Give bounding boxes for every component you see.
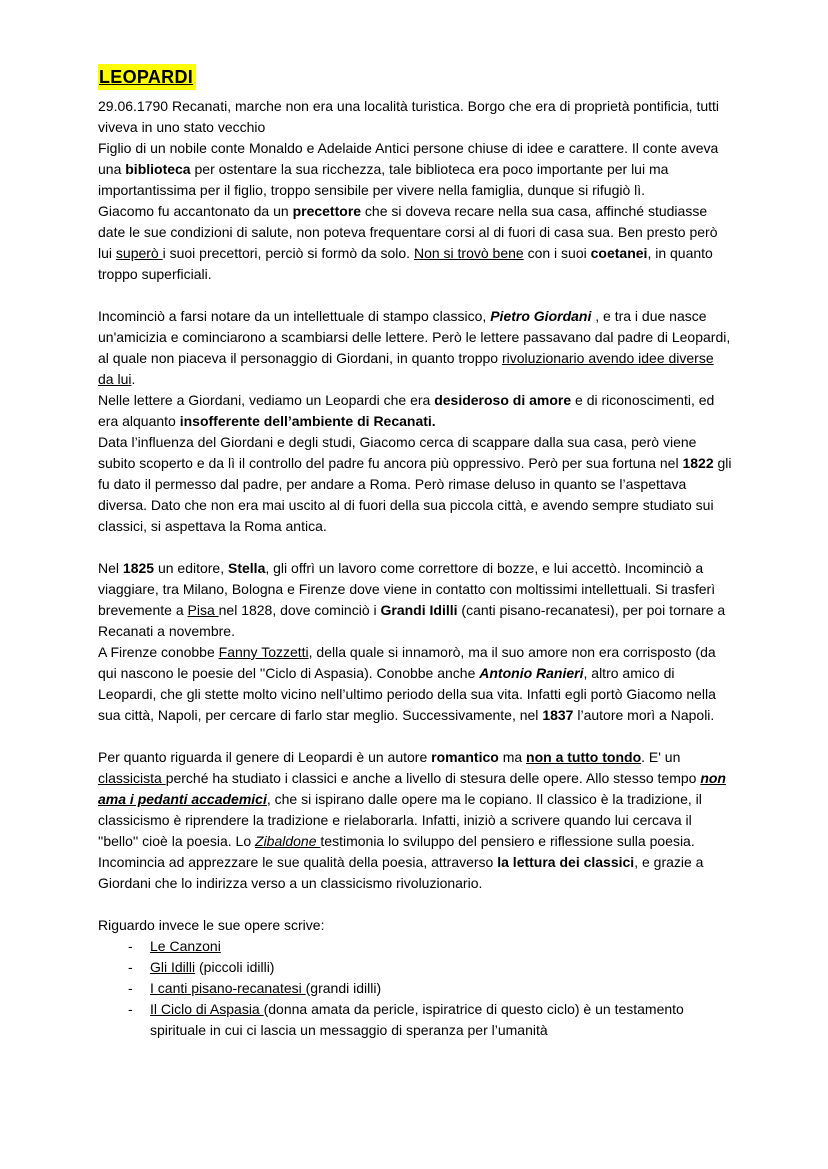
document-body — [98, 96, 732, 1041]
text-run: un editore, — [154, 560, 228, 576]
paragraph — [98, 432, 732, 537]
list-item-text — [150, 999, 732, 1041]
text-run: per ostentare la sua ricchezza, tale biblioteca era poco importante per lui ma importantissima per il figlio, troppo sensibile per vivere nella famiglia, dunque si rifugiò lì. — [98, 161, 669, 198]
text-run: , che si ispirano dalle opere ma le copiano. Il classico è la tradizione, il classicismo è riprendere la tradizione e rielaborarla. Infatti, iniziò a scrivere quando lui cercava il ''bello'' cioè la poesia. Lo — [98, 791, 702, 849]
text-run: Figlio di un nobile conte Monaldo e Adelaide Antici persone chiuse di idee e carattere. Il conte aveva una — [98, 140, 719, 177]
text-run: Pisa — [187, 602, 219, 618]
list-item — [98, 978, 732, 999]
paragraph — [98, 915, 732, 936]
paragraph-spacer — [98, 726, 732, 747]
text-run: Zibaldone — [255, 833, 321, 849]
text-run: 29.06.1790 Recanati, marche non era una località turistica. Borgo che era di proprietà pontificia, tutti viveva in uno stato vecchio — [98, 98, 720, 135]
text-run: , e grazie a Giordani che lo indirizza verso a un classicismo rivoluzionario. — [98, 854, 704, 891]
text-run: 1822 — [682, 455, 714, 471]
text-run: Per quanto riguarda il genere di Leopardi è un autore — [98, 749, 432, 765]
text-run: , in quanto troppo superficiali. — [98, 245, 713, 282]
text-run: Stella — [228, 560, 266, 576]
text-run: biblioteca — [125, 161, 191, 177]
list-item — [98, 957, 732, 978]
text-run: rivoluzionario avendo idee diverse da lui — [98, 350, 714, 387]
list-item — [98, 999, 732, 1041]
paragraph-spacer — [98, 285, 732, 306]
text-run: la lettura dei classici — [497, 854, 635, 870]
text-run: 1837 — [542, 707, 574, 723]
paragraph — [98, 138, 732, 201]
text-run: Le Canzoni — [150, 938, 221, 954]
text-run: Data l’influenza del Giordani e degli studi, Giacomo cerca di scappare dalla sua casa, però viene subito scoperto e da lì il controllo del padre fu ancora più oppressivo. Però per sua fortuna nel — [98, 434, 697, 471]
list-item-text — [150, 936, 732, 957]
text-run: che si doveva recare nella sua casa, affinché studiasse date le sue condizioni di salute, non poteva frequentare corsi al di fuori di casa sua. Ben presto però lui — [98, 203, 718, 261]
text-run: Gli Idilli — [150, 959, 196, 975]
list-bullet: - — [128, 980, 133, 996]
text-run: (donna amata da pericle, ispiratrice di questo ciclo) è un testamento spirituale in cui ci lascia un messaggio di speranza per l’umanità — [150, 1001, 684, 1038]
paragraph — [98, 96, 732, 138]
text-run: non a tutto tondo — [526, 749, 642, 765]
text-run: , e tra i due nasce un'amicizia e cominciarono a scambiarsi delle lettere. Però le lettere passavano dal padre di Leopardi, al quale non piaceva il personaggio di Giordani, in quanto troppo — [98, 308, 731, 366]
text-run: e di riconoscimenti, ed era alquanto — [98, 392, 715, 429]
text-run: Non si trovò bene — [413, 245, 524, 261]
text-run: desideroso di amore — [434, 392, 572, 408]
text-run: I canti pisano-recanatesi — [150, 980, 306, 996]
text-run: classicista — [98, 770, 166, 786]
text-run: 1825 — [122, 560, 155, 576]
list-bullet: - — [128, 1001, 133, 1017]
document-title: LEOPARDI — [98, 64, 196, 90]
text-run: Nelle lettere a Giordani, vediamo un Leopardi che era — [98, 392, 435, 408]
paragraph — [98, 558, 732, 642]
text-run: Riguardo invece le sue opere scrive: — [98, 917, 325, 933]
text-run: Il Ciclo di Aspasia — [150, 1001, 264, 1017]
list-item-text — [150, 957, 732, 978]
text-run: A Firenze conobbe — [98, 644, 219, 660]
text-run: . E' un — [641, 749, 681, 765]
document-content — [98, 64, 732, 1041]
text-run: , gli offrì un lavoro come correttore di bozze, e lui accettò. Incominciò a viaggiare, tra Milano, Bologna e Firenze dove viene in contatto con moltissimi intellettuali. Si trasferì brevemente a — [98, 560, 716, 618]
paragraph — [98, 390, 732, 432]
text-run: Incominciò a farsi notare da un intellettuale di stampo classico, — [98, 308, 491, 324]
text-run: l’autore morì a Napoli. — [573, 707, 715, 723]
list-bullet: - — [128, 959, 133, 975]
text-run: Pietro Giordani — [490, 308, 592, 324]
text-run: nel 1828, dove cominciò i — [218, 602, 381, 618]
text-run: , della quale si innamorò, ma il suo amore non era corrisposto (da qui nascono le poesie del ''Ciclo di Aspasia). Conobbe anche — [98, 644, 716, 681]
text-run: i suoi precettori, perciò si formò da solo. — [162, 245, 414, 261]
text-run: ma — [498, 749, 527, 765]
text-run: Giacomo fu accantonato da un — [98, 203, 293, 219]
paragraph-spacer — [98, 537, 732, 558]
text-run: superò — [115, 245, 163, 261]
text-run: , altro amico di Leopardi, che gli stette molto vicino nell’ultimo periodo della sua vita. Infatti egli portò Giacomo nella sua città, Napoli, per cercare di farlo star meglio. Successivamente, nel — [98, 665, 716, 723]
list-item — [98, 936, 732, 957]
text-run: perché ha studiato i classici e anche a livello di stesura delle opere. Allo stesso tempo — [165, 770, 701, 786]
paragraph — [98, 201, 732, 285]
text-run: non ama i pedanti accademici — [98, 770, 726, 807]
paragraph — [98, 642, 732, 726]
paragraph — [98, 747, 732, 894]
text-run: testimonia lo sviluppo del pensiero e riflessione sulla poesia. Incomincia ad apprezzare le sue qualità della poesia, attraverso — [98, 833, 695, 870]
text-run: romantico — [431, 749, 499, 765]
text-run: precettore — [292, 203, 362, 219]
text-run: . — [131, 371, 136, 387]
paragraph-spacer — [98, 894, 732, 915]
text-run: coetanei — [590, 245, 648, 261]
text-run: con i suoi — [523, 245, 591, 261]
text-run: (piccoli idilli) — [195, 959, 275, 975]
text-run: (canti pisano-recanatesi), per poi tornare a Recanati a novembre. — [98, 602, 726, 639]
list-item-text — [150, 978, 732, 999]
text-run: Grandi Idilli — [380, 602, 458, 618]
text-run: insofferente dell’ambiente di Recanati. — [179, 413, 436, 429]
text-run: Antonio Ranieri — [479, 665, 584, 681]
text-run: Nel — [98, 560, 123, 576]
text-run: Fanny Tozzetti — [218, 644, 309, 660]
list-bullet: - — [128, 938, 133, 954]
text-run: (grandi idilli) — [305, 980, 382, 996]
text-run: gli fu dato il permesso dal padre, per andare a Roma. Però rimase deluso in quanto se l’aspettava diversa. Dato che non era mai uscito al di fuori della sua piccola città, e avendo sempre studiato sui classici, si aspettava la Roma antica. — [98, 455, 732, 534]
paragraph — [98, 306, 732, 390]
